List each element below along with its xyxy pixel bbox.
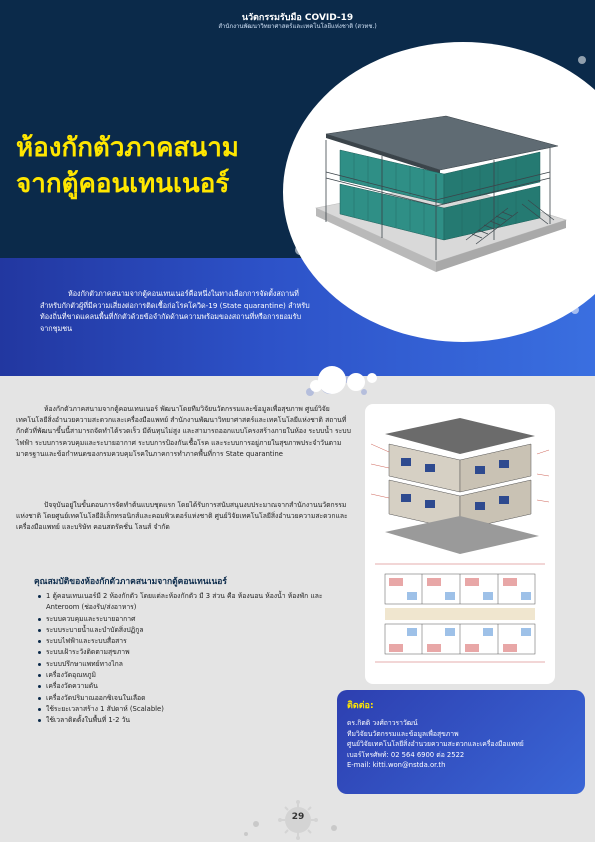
feature-item: ระบบเฝ้าระวังติดตามสุขภาพ (38, 647, 338, 658)
features-list (38, 591, 338, 727)
intro-paragraph: ห้องกักตัวภาคสนามจากตู้คอนเทนเนอร์คือหนึ่งในทางเลือกการจัดตั้งสถานที่สำหรับกักตัวผู้ที่มีความเสี่ยงต่อการติดเชื้อก่อโรคโควิด-19 (State quarantine) สำหรับท้องถิ่นที่ขาดแคลนพื้นที่กักตัวด้วยข้อจำกัดด้านความพร้อมของสถานที่หรือการยอมรับจากชุมชน (40, 289, 310, 333)
page-title-line1: ห้องกักตัวภาคสนาม (16, 133, 239, 163)
page-title-line2: จากตู้คอนเทนเนอร์ (16, 169, 230, 199)
feature-item: เครื่องวัดปริมาณออกซิเจนในเลือด (38, 693, 338, 704)
contact-team: ทีมวิจัยนวัตกรรมและข้อมูลเพื่อสุขภาพ (347, 729, 459, 738)
body-paragraph-1: ห้องกักตัวภาคสนามจากตู้คอนเทนเนอร์ พัฒนาโดยทีมวิจัยนวัตกรรมและข้อมูลเพื่อสุขภาพ ศูนย์วิจัยเทคโนโลยีสิ่งอำนวยความสะดวกและเครื่องมือแพทย์ สำนักงานพัฒนาวิทยาศาสตร์และเทคโนโลยีแห่งชาติ สถานที่กักตัวที่พัฒนาขึ้นนี้สามารถจัดทำได้รวดเร็ว มีต้นทุนไม่สูง และสามารถออกแบบโครงสร้างภายในห้อง ระบบน้ำ ระบบไฟฟ้า ระบบการควบคุมและระบายอากาศ ระบบการป้องกันเชื้อโรค และระบบการอยู่ภายในสุขภาพประจำวันตามมาตรฐานและข้อกำหนดของกรมควบคุมโรคในภาคการทำภาคพื้นที่การ State quarantine (16, 405, 351, 458)
header-title: นวัตกรรมรับมือ COVID-19 (241, 13, 354, 23)
contact-email[interactable]: E-mail: kitti.won@nstda.or.th (347, 761, 446, 769)
body-paragraph-2: ปัจจุบันอยู่ในขั้นตอนการจัดทำต้นแบบชุดแรก โดยได้รับการสนับสนุนงบประมาณจากสำนักงานนวัตกรรมแห่งชาติ โดยศูนย์เทคโนโลยีอิเล็กทรอนิกส์และคอมพิวเตอร์แห่งชาติ ศูนย์วิจัยเทคโนโลยีสิ่งอำนวยความสะดวกและเครื่องมือแพทย์ และบริษัท คอนสตรัคชั่น โลนส์ จำกัด (16, 501, 348, 532)
feature-item: เครื่องวัดความดัน (38, 681, 338, 692)
feature-item: ระบบควบคุมและระบายอากาศ (38, 614, 338, 625)
diagram-card (365, 404, 555, 684)
feature-item: ใช้ระยะเวลาสร้าง 1 สัปดาห์ (Scalable) (38, 704, 338, 715)
contact-center: ศูนย์วิจัยเทคโนโลยีสิ่งอำนวยความสะดวกและเครื่องมือแพทย์ (347, 740, 524, 748)
contact-phone: เบอร์โทรศัพท์: 02 564 6900 ต่อ 2522 (347, 750, 465, 759)
features-title: คุณสมบัติของห้องกักตัวภาคสนามจากตู้คอนเทนเนอร์ (34, 577, 227, 587)
feature-item: เครื่องวัดอุณหภูมิ (38, 670, 338, 681)
header-subtitle: สำนักงานพัฒนาวิทยาศาสตร์และเทคโนโลยีแห่งชาติ (สวทช.) (218, 23, 377, 30)
contact-title: ติดต่อ: (347, 701, 374, 711)
page-title (16, 130, 296, 202)
feature-item: ระบบปรึกษาแพทย์ทางไกล (38, 659, 338, 670)
feature-item: ระบบไฟฟ้าและระบบสื่อสาร (38, 636, 338, 647)
contact-name: ดร.กิตติ วงศ์ถาวราวัฒน์ (347, 719, 418, 727)
page-number: 29 (291, 812, 305, 822)
feature-item: ระบบระบายน้ำและบำบัดสิ่งปฏิกูล (38, 625, 338, 636)
feature-item: 1 ตู้คอนเทนเนอร์มี 2 ห้องกักตัว โดยแต่ละห้องกักตัว มี 3 ส่วน คือ ห้องนอน ห้องน้ำ ห้องพัก และ Anteroom (ช่องรับ/ส่งอาหาร) (38, 591, 338, 614)
feature-item: ใช้เวลาติดตั้งในพื้นที่ 1-2 วัน (38, 715, 338, 726)
container-cutaway-diagram (365, 404, 555, 684)
container-building-illustration (296, 112, 576, 282)
contact-box (337, 690, 585, 794)
